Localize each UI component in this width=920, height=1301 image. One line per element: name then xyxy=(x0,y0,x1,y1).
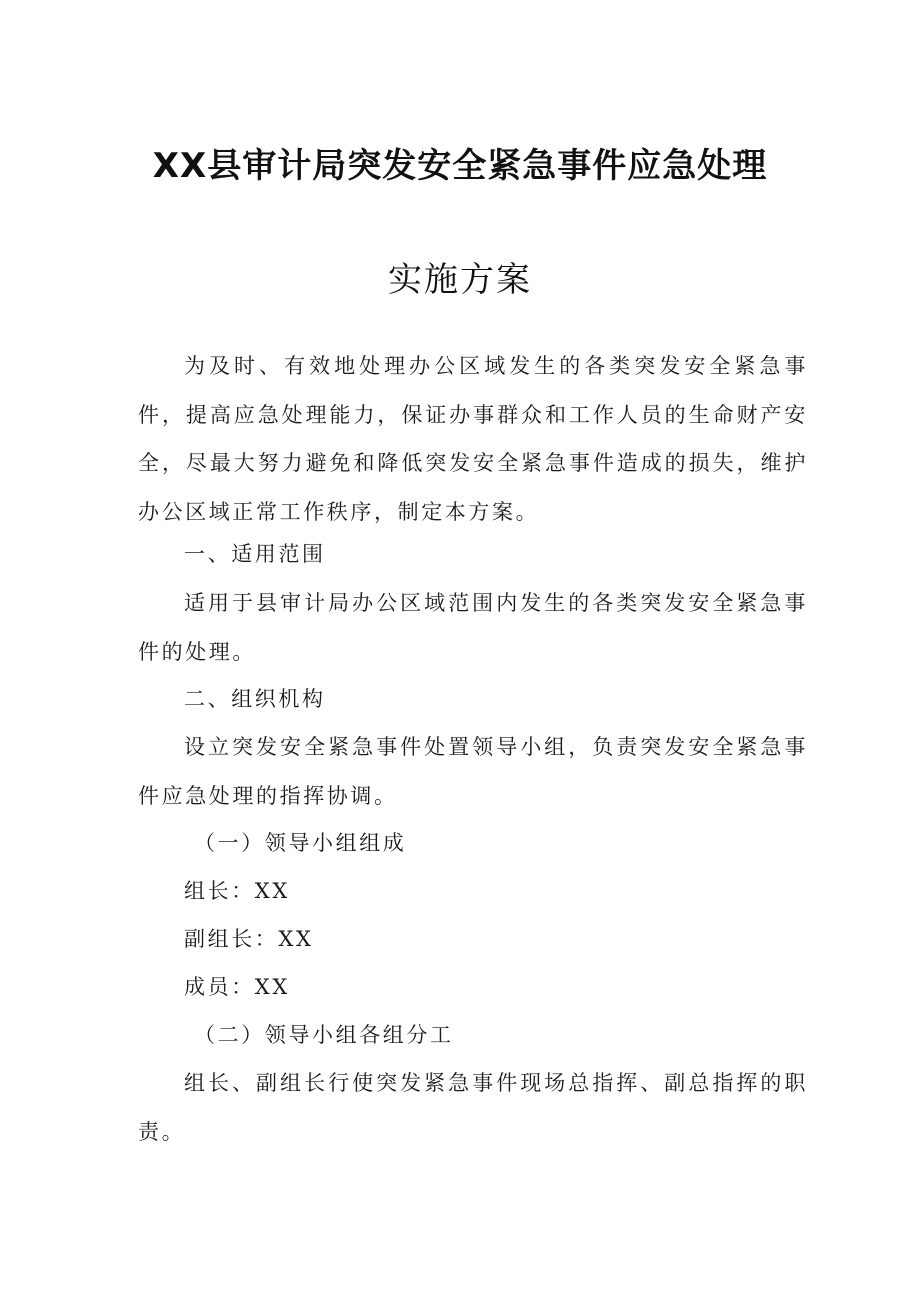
section1-heading: 一、适用范围 xyxy=(184,542,326,566)
subsection2-heading: （二）领导小组各组分工 xyxy=(194,1023,454,1047)
section2-heading: 二、组织机构 xyxy=(184,687,326,711)
document-title-line2: 实施方案 xyxy=(388,260,532,300)
section2-paragraph: 设立突发安全紧急事件处置领导小组，负责突发安全紧急事件应急处理的指挥协调。 xyxy=(138,735,808,808)
subsection2-paragraph: 组长、副组长行使突发紧急事件现场总指挥、副总指挥的职责。 xyxy=(138,1071,808,1144)
leader-line: 组长：XX xyxy=(184,879,290,903)
members-line: 成员：XX xyxy=(184,975,290,999)
deputy-leader-line: 副组长：XX xyxy=(184,927,314,951)
section1-paragraph: 适用于县审计局办公区域范围内发生的各类突发安全紧急事件的处理。 xyxy=(138,591,808,664)
intro-paragraph: 为及时、有效地处理办公区域发生的各类突发安全紧急事件，提高应急处理能力，保证办事群众和工作人员的生命财产安全，尽最大努力避免和降低突发安全紧急事件造成的损失，维护办公区域正常工作秩序，制定本方案。 xyxy=(138,354,808,524)
document-title-line1: XX县审计局突发安全紧急事件应急处理 xyxy=(152,146,768,186)
subsection1-heading: （一）领导小组组成 xyxy=(194,831,407,855)
